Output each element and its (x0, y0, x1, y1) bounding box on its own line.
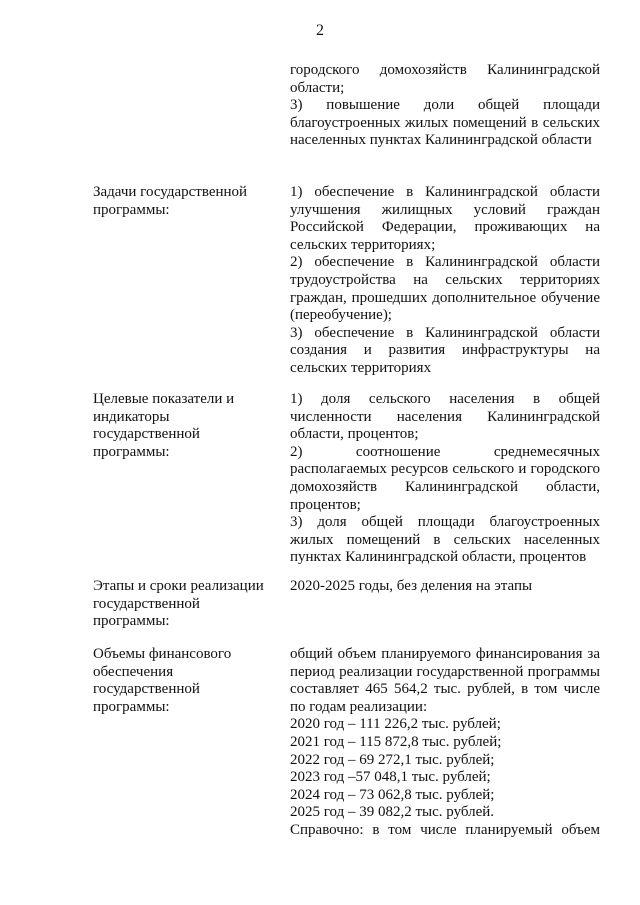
value-paragraph: 2024 год – 73 062,8 тыс. рублей; (290, 786, 495, 803)
value-paragraph: 2025 год – 39 082,2 тыс. рублей. (290, 804, 495, 821)
value-paragraph: 3) обеспечение в Калининградской области создания и развития инфраструктуры на сельских территориях (290, 324, 600, 376)
row-value (290, 62, 600, 150)
value-paragraph: городского домохозяйств Калининградской области; (290, 62, 600, 96)
value-paragraph: 2020 год – 111 226,2 тыс. рублей; (290, 716, 501, 733)
row-label: Объемы финансового обеспечения государственной программы: (93, 646, 232, 715)
value-paragraph: 1) доля сельского населения в общей численности населения Калининградской области, процентов; (290, 391, 600, 443)
page-number: 2 (316, 22, 324, 39)
value-paragraph: 3) повышение доли общей площади благоустроенных жилых помещений в сельских населенных пунктах Калининградской области (290, 97, 600, 149)
value-paragraph: 2022 год – 69 272,1 тыс. рублей; (290, 751, 495, 768)
row-value (290, 184, 600, 378)
row-label: Целевые показатели и индикаторы государственной программы: (93, 391, 235, 460)
value-paragraph: 3) доля общей площади благоустроенных жилых помещений в сельских населенных пунктах Калининградской области, процентов (290, 514, 600, 566)
value-paragraph: 2) обеспечение в Калининградской области трудоустройства на сельских территориях граждан, прошедших дополнительное обучение (переобучение); (290, 254, 600, 324)
row-label: Этапы и сроки реализации государственной программы: (93, 578, 264, 630)
value-paragraph: 2021 год – 115 872,8 тыс. рублей; (290, 733, 502, 750)
value-paragraph: 2023 год –57 048,1 тыс. рублей; (290, 769, 491, 786)
row-value (290, 391, 600, 567)
value-paragraph: общий объем планируемого финансирования за период реализации государственной программы составляет 465 564,2 тыс. рублей, в том числе по годам реализации: (290, 646, 600, 715)
value-paragraph: Справочно: в том числе планируемый объем (290, 821, 600, 838)
row-value (290, 646, 600, 840)
row-value (290, 578, 600, 596)
value-paragraph: 2020-2025 годы, без деления на этапы (290, 578, 533, 594)
value-paragraph: 2) соотношение среднемесячных располагаемых ресурсов сельского и городского домохозяйств Калининградской области, процентов; (290, 443, 600, 513)
row-label: Задачи государственной программы: (93, 184, 248, 218)
value-paragraph: 1) обеспечение в Калининградской области улучшения жилищных условий граждан Российской Федерации, проживающих на сельских территориях; (290, 184, 600, 253)
